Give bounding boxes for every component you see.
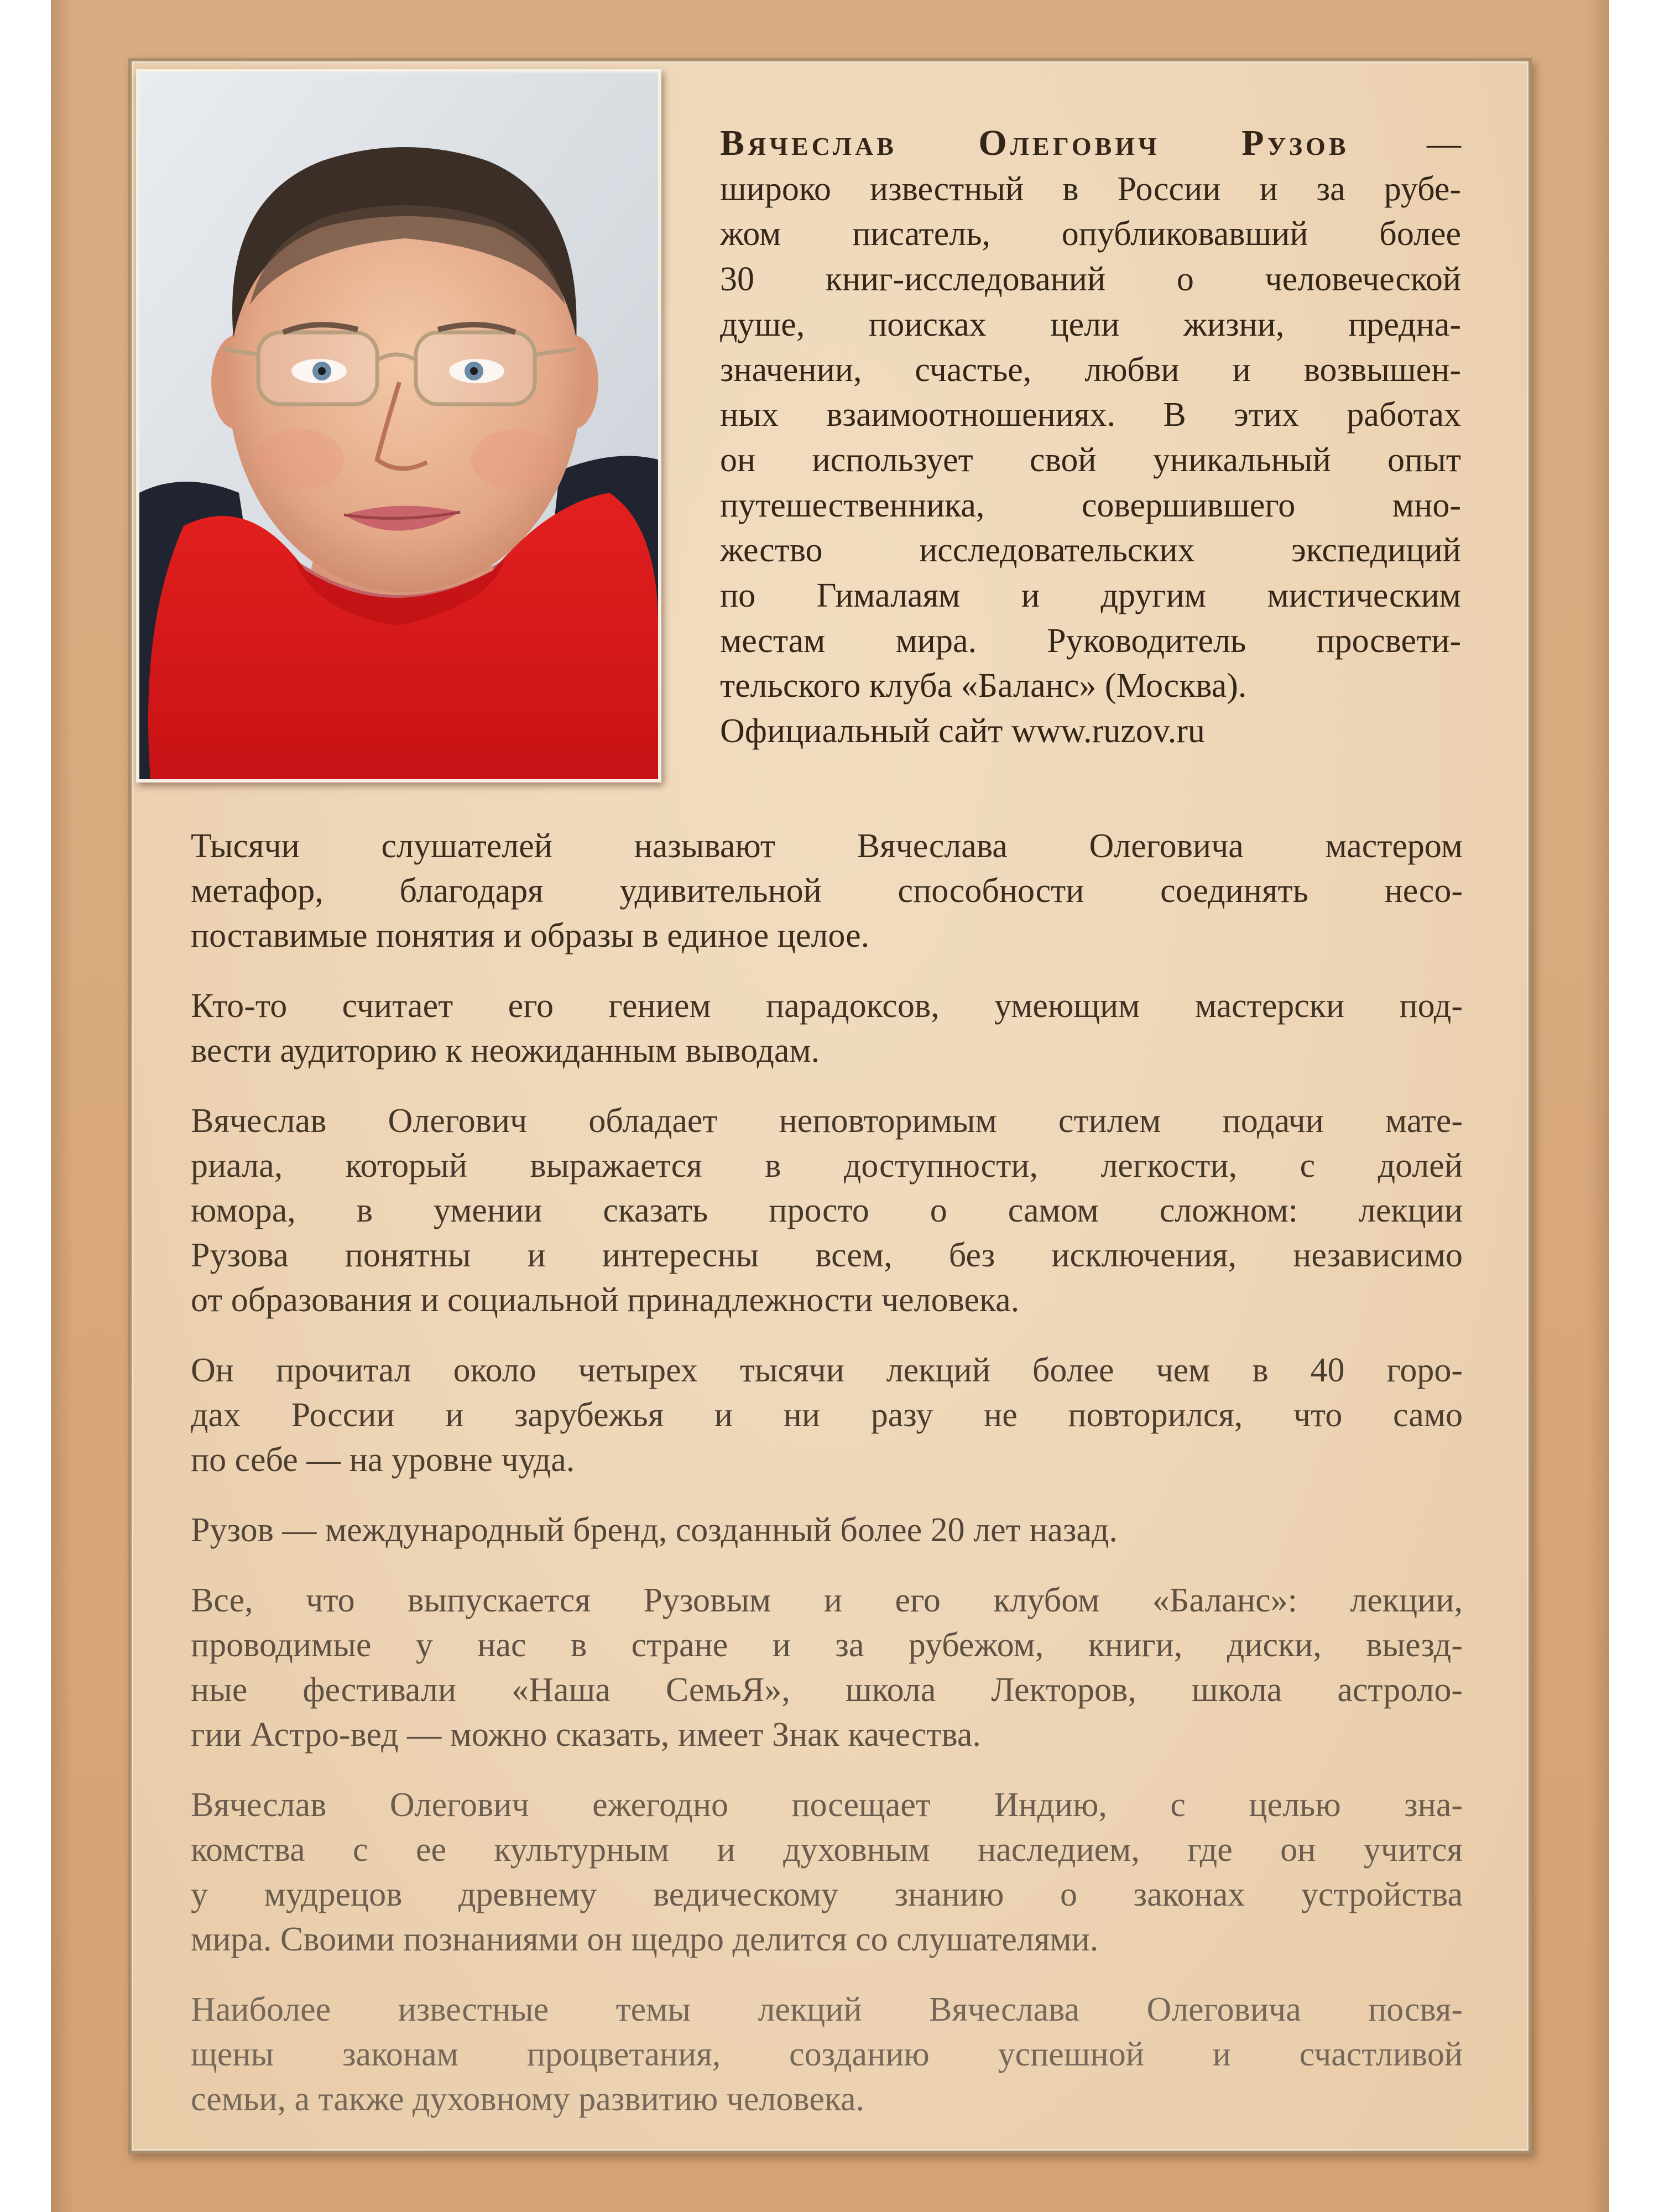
paragraph-line: щены законам процветания, созданию успешной и счастливой xyxy=(191,2036,1463,2073)
paragraph-line: метафор, благодаря удивительной способности соединять несо- xyxy=(191,872,1463,910)
author-photo xyxy=(136,69,661,782)
paragraph-line: гии Астро-вед — можно сказать, имеет Знак качества. xyxy=(191,1716,981,1754)
bio-line: по Гималаям и другим мистическим xyxy=(720,577,1461,615)
paragraph-line: Тысячи слушателей называют Вячеслава Олеговича мастером xyxy=(191,827,1463,865)
author-name-dash: — xyxy=(1349,125,1462,163)
author-portrait-illustration xyxy=(139,72,658,779)
cover-edge-left xyxy=(51,0,73,2212)
paragraph-line: комства с ее культурным и духовным наследием, где он учится xyxy=(191,1831,1463,1869)
bio-line: путешественника, совершившего мно- xyxy=(720,486,1461,524)
paragraph-balance-club xyxy=(191,1578,1463,1757)
paragraph-line: дах России и зарубежья и ни разу не повторился, что само xyxy=(191,1396,1463,1434)
paragraph-line: по себе — на уровне чуда. xyxy=(191,1441,575,1479)
bio-line: 30 книг-исследований о человеческой xyxy=(720,260,1461,299)
paragraph-line: Он прочитал около четырех тысячи лекций более чем в 40 горо- xyxy=(191,1352,1463,1389)
bio-line: местам мира. Руководитель просвети- xyxy=(720,622,1461,660)
paragraph-line: юмора, в умении сказать просто о самом сложном: лекции xyxy=(191,1192,1463,1229)
bio-website-line: Официальный сайт www.ruzov.ru xyxy=(720,712,1205,750)
paragraph-line: поставимые понятия и образы в единое целое. xyxy=(191,917,870,954)
bio-line: тельского клуба «Баланс» (Москва). xyxy=(720,667,1247,705)
paragraph-topics xyxy=(191,1987,1463,2122)
paragraph-line: риала, который выражается в доступности, легкости, с долей xyxy=(191,1147,1463,1185)
bio-line: душе, поисках цели жизни, предна- xyxy=(720,305,1461,343)
paragraph-metaphors xyxy=(191,824,1463,958)
paragraph-brand xyxy=(191,1508,1463,1553)
paragraph-line: Кто-то считает его гением парадоксов, умеющим мастерски под- xyxy=(191,987,1463,1025)
bio-line: жество исследовательских экспедиций xyxy=(720,531,1461,570)
description-body xyxy=(191,824,1463,2147)
bio-line: жом писатель, опубликовавший более xyxy=(720,215,1461,253)
bio-line: он использует свой уникальный опыт xyxy=(720,441,1461,479)
paragraph-paradoxes xyxy=(191,984,1463,1073)
paragraph-line: Вячеслав Олегович ежегодно посещает Индию, с целью зна- xyxy=(191,1786,1463,1824)
paragraph-line: мира. Своими познаниями он щедро делится со слушателями. xyxy=(191,1921,1099,1958)
paragraph-line: вести аудиторию к неожиданным выводам. xyxy=(191,1032,820,1070)
cover-edge-right xyxy=(1587,0,1609,2212)
author-name: Вячеслав Олегович Рузов xyxy=(720,123,1349,163)
bio-line: широко известный в России и за рубе- xyxy=(720,170,1461,208)
paragraph-line: Все, что выпускается Рузовым и его клубом «Баланс»: лекции, xyxy=(191,1582,1463,1619)
paragraph-line: Рузова понятны и интересны всем, без исключения, независимо xyxy=(191,1237,1463,1274)
paragraph-line: Наиболее известные темы лекций Вячеслава Олеговича посвя- xyxy=(191,1991,1463,2028)
paragraph-india xyxy=(191,1783,1463,1962)
bio-line: ных взаимоотношениях. В этих работах xyxy=(720,396,1461,434)
bio-line: значении, счастье, любви и возвышен- xyxy=(720,351,1461,389)
paragraph-line: от образования и социальной принадлежности человека. xyxy=(191,1281,1020,1319)
paragraph-line: Рузов — международный бренд, созданный более 20 лет назад. xyxy=(191,1511,1118,1549)
paragraph-line: ные фестивали «Наша СемьЯ», школа Лекторов, школа астроло- xyxy=(191,1671,1463,1709)
paragraph-line: Вячеслав Олегович обладает неповторимым стилем подачи мате- xyxy=(191,1102,1463,1140)
paragraph-line: проводимые у нас в стране и за рубежом, книги, диски, выезд- xyxy=(191,1626,1463,1664)
paragraph-line: у мудрецов древнему ведическому знанию о законах устройства xyxy=(191,1876,1463,1913)
paragraph-lectures-count xyxy=(191,1348,1463,1483)
paragraph-style xyxy=(191,1099,1463,1323)
paragraph-line: семьи, а также духовному развитию человека. xyxy=(191,2080,865,2118)
author-bio xyxy=(720,121,1461,754)
bio-first-line xyxy=(720,121,1461,167)
